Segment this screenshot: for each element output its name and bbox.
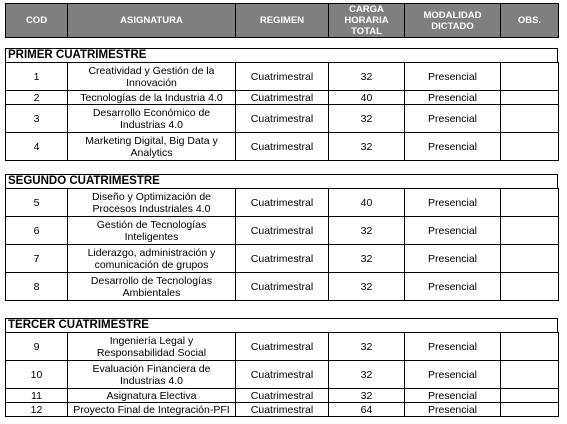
cell-obs	[501, 403, 559, 417]
cell-regimen: Cuatrimestral	[236, 217, 329, 245]
asignatura-line: Industrias 4.0	[119, 374, 184, 387]
asignatura-line: comunicación de grupos	[94, 258, 209, 271]
cell-carga: 64	[329, 403, 405, 417]
cell-obs	[501, 361, 559, 389]
cell-obs	[501, 189, 559, 217]
cell-obs	[501, 91, 559, 105]
cell-regimen: Cuatrimestral	[236, 133, 329, 161]
table-row	[6, 217, 559, 245]
cell-modalidad: Presencial	[405, 189, 501, 217]
cell-carga: 40	[329, 189, 405, 217]
cell-asignatura	[68, 403, 236, 417]
header-carga-line: TOTAL	[351, 26, 382, 37]
cell-obs	[501, 333, 559, 361]
section-table	[5, 188, 559, 301]
cell-regimen: Cuatrimestral	[236, 245, 329, 273]
cell-carga: 32	[329, 333, 405, 361]
cell-cod: 3	[6, 105, 68, 133]
cell-obs	[501, 133, 559, 161]
cell-obs	[501, 245, 559, 273]
table-row	[6, 133, 559, 161]
section-title: SEGUNDO CUATRIMESTRE	[5, 174, 558, 188]
table-row	[6, 189, 559, 217]
cell-obs	[501, 273, 559, 301]
asignatura-line: Liderazgo, administración y	[87, 246, 216, 259]
cell-modalidad: Presencial	[405, 389, 501, 403]
cell-modalidad: Presencial	[405, 333, 501, 361]
table-row	[6, 63, 559, 91]
cell-carga: 32	[329, 217, 405, 245]
section-title: TERCER CUATRIMESTRE	[5, 318, 558, 332]
asignatura-line: Analytics	[130, 146, 173, 159]
section-title: PRIMER CUATRIMESTRE	[5, 48, 558, 62]
asignatura-line: Desarrollo de Tecnologías	[90, 274, 213, 287]
cell-regimen: Cuatrimestral	[236, 389, 329, 403]
header-table	[5, 3, 559, 38]
asignatura-line: Asignatura Electiva	[106, 389, 197, 402]
asignatura-line: Evaluación Financiera de	[92, 362, 211, 375]
cell-asignatura	[68, 245, 236, 273]
cell-modalidad: Presencial	[405, 91, 501, 105]
table-row	[6, 333, 559, 361]
header-modalidad	[405, 4, 501, 38]
header-obs: OBS.	[501, 4, 559, 38]
table-row	[6, 389, 559, 403]
asignatura-line: Desarrollo Económico de	[92, 106, 211, 119]
asignatura-line: Tecnologías de la Industria 4.0	[80, 91, 223, 104]
cell-asignatura	[68, 189, 236, 217]
table-row	[6, 273, 559, 301]
cell-regimen: Cuatrimestral	[236, 333, 329, 361]
cell-asignatura	[68, 91, 236, 105]
table-row	[6, 361, 559, 389]
cell-cod: 10	[6, 361, 68, 389]
asignatura-line: Inteligentes	[124, 230, 179, 243]
cell-cod: 8	[6, 273, 68, 301]
cell-carga: 32	[329, 361, 405, 389]
table-row	[6, 105, 559, 133]
cell-obs	[501, 105, 559, 133]
header-asignatura: ASIGNATURA	[68, 4, 236, 38]
cell-cod: 11	[6, 389, 68, 403]
cell-regimen: Cuatrimestral	[236, 273, 329, 301]
header-carga-line: CARGA	[349, 4, 384, 15]
asignatura-line: Ingeniería Legal y	[109, 334, 194, 347]
cell-asignatura	[68, 133, 236, 161]
cell-carga: 32	[329, 133, 405, 161]
section-table	[5, 62, 559, 161]
cell-regimen: Cuatrimestral	[236, 105, 329, 133]
cell-regimen: Cuatrimestral	[236, 361, 329, 389]
cell-obs	[501, 217, 559, 245]
cell-cod: 1	[6, 63, 68, 91]
cell-modalidad: Presencial	[405, 133, 501, 161]
cell-asignatura	[68, 389, 236, 403]
cell-asignatura	[68, 63, 236, 91]
header-regimen: REGIMEN	[236, 4, 329, 38]
header-modalidad-line: DICTADO	[431, 20, 474, 32]
section-table	[5, 332, 559, 417]
asignatura-line: Ambientales	[122, 286, 181, 299]
cell-cod: 2	[6, 91, 68, 105]
asignatura-line: Gestión de Tecnologías	[96, 218, 207, 231]
cell-obs	[501, 389, 559, 403]
cell-carga: 32	[329, 273, 405, 301]
cell-carga: 32	[329, 105, 405, 133]
cell-cod: 6	[6, 217, 68, 245]
cell-carga: 40	[329, 91, 405, 105]
cell-carga: 32	[329, 389, 405, 403]
asignatura-line: Industrias 4.0	[119, 118, 184, 131]
cell-modalidad: Presencial	[405, 245, 501, 273]
header-modalidad-line: MODALIDAD	[423, 9, 482, 21]
cell-regimen: Cuatrimestral	[236, 63, 329, 91]
asignatura-line: Innovación	[126, 76, 177, 89]
table-row	[6, 403, 559, 417]
asignatura-line: Creatividad y Gestión de la	[88, 64, 215, 77]
cell-asignatura	[68, 105, 236, 133]
asignatura-line: Proyecto Final de Integración-PFI	[73, 403, 230, 416]
cell-carga: 32	[329, 63, 405, 91]
cell-modalidad: Presencial	[405, 63, 501, 91]
asignatura-line: Procesos Industriales 4.0	[92, 202, 211, 215]
header-row	[6, 4, 559, 38]
table-row	[6, 245, 559, 273]
cell-cod: 12	[6, 403, 68, 417]
cell-cod: 9	[6, 333, 68, 361]
cell-asignatura	[68, 361, 236, 389]
cell-asignatura	[68, 273, 236, 301]
header-carga-line: HORARIA	[344, 15, 389, 26]
cell-asignatura	[68, 333, 236, 361]
asignatura-line: Responsabilidad Social	[96, 346, 207, 359]
cell-modalidad: Presencial	[405, 217, 501, 245]
asignatura-line: Diseño y Optimización de	[91, 190, 212, 203]
cell-modalidad: Presencial	[405, 403, 501, 417]
table-row	[6, 91, 559, 105]
cell-modalidad: Presencial	[405, 105, 501, 133]
cell-modalidad: Presencial	[405, 361, 501, 389]
cell-regimen: Cuatrimestral	[236, 91, 329, 105]
cell-cod: 7	[6, 245, 68, 273]
cell-regimen: Cuatrimestral	[236, 189, 329, 217]
cell-modalidad: Presencial	[405, 273, 501, 301]
cell-regimen: Cuatrimestral	[236, 403, 329, 417]
header-carga	[329, 4, 405, 38]
asignatura-line: Marketing Digital, Big Data y	[85, 134, 218, 147]
cell-asignatura	[68, 217, 236, 245]
cell-cod: 4	[6, 133, 68, 161]
header-cod: COD	[6, 4, 68, 38]
cell-obs	[501, 63, 559, 91]
cell-cod: 5	[6, 189, 68, 217]
cell-carga: 32	[329, 245, 405, 273]
